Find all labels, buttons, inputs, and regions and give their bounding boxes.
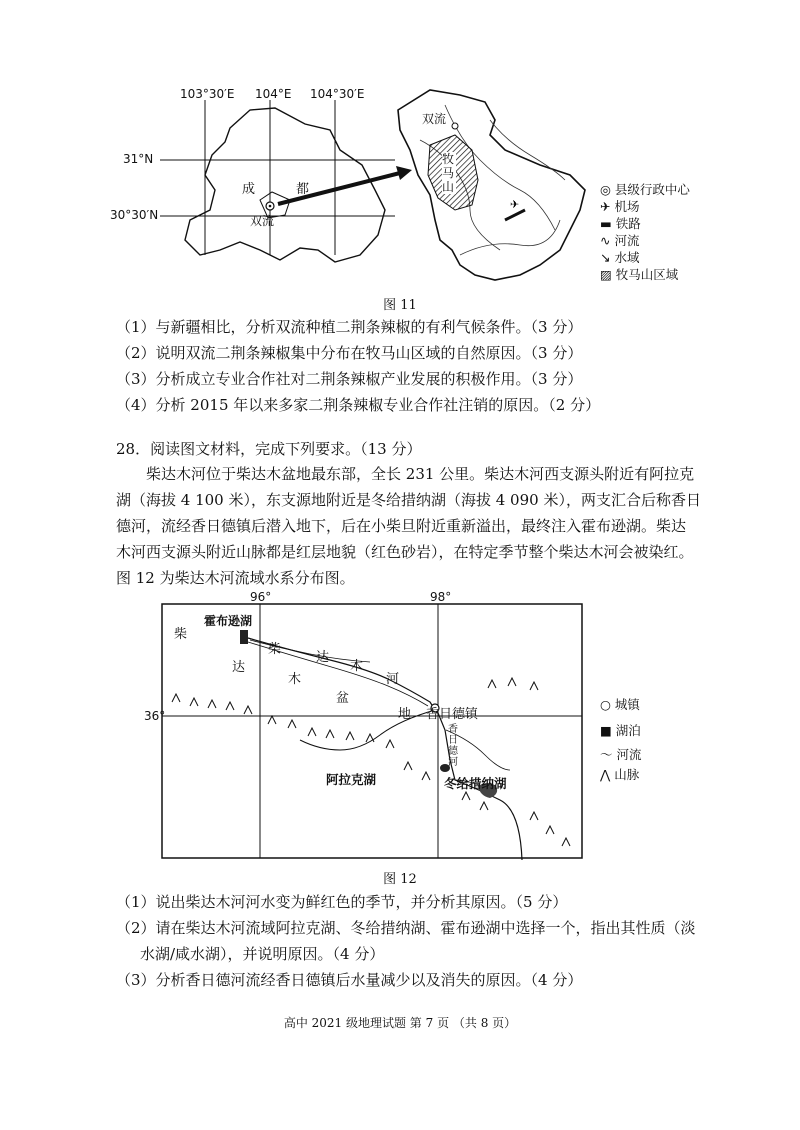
basin-label-pen: 盆 [336,691,350,706]
fig11-legend-item: ∿ 河流 [600,233,640,248]
fig12-lat-label-1: 36° [144,709,166,723]
fig12-lon-label-1: 96° [250,590,272,604]
figure-11 [100,80,710,300]
fig12-lon-label-2: 98° [430,590,452,604]
q28-heading: 28．阅读图文材料，完成下列要求。（13 分） [116,440,422,458]
river-label-mu: 木 [350,659,364,674]
xiangride-river-label: 香日德河 [448,724,458,768]
mumashan-label: 牧马山 [442,152,455,194]
airport-symbol: ✈ [510,198,520,211]
shuangliu-label-big: 双流 [422,112,447,126]
q28-paragraph-line: 柴达木河位于柴达木盆地最东部，全长 231 公里。柴达木河西支源头附近有阿拉克 [146,465,695,483]
huobuxun-label: 霍布逊湖 [204,614,253,628]
page-footer: 高中 2021 级地理试题 第 7 页 （共 8 页） [283,1016,517,1030]
lat-label-1: 31°N [123,152,154,166]
q27-item: （2）说明双流二荆条辣椒集中分布在牧马山区域的自然原因。（3 分） [116,344,583,362]
fig11-legend-item: ↘ 水域 [600,250,640,265]
fig12-legend-item: ○ 城镇 [600,697,640,712]
donggei-label: 冬给措纳湖 [444,776,507,791]
xiangride-town-label: 香日德镇 [426,707,479,722]
basin-label-mu: 木 [288,672,302,687]
fig12-caption: 图 12 [383,872,417,887]
fig11-legend-item: ✈ 机场 [600,199,640,214]
fig11-caption: 图 11 [383,298,417,313]
arrow-head [396,166,412,180]
fig11-legend-item: ▬ 铁路 [600,216,641,231]
q27-item: （1）与新疆相比，分析双流种植二荆条辣椒的有利气候条件。（3 分） [116,318,583,336]
figure-12 [144,590,690,870]
q28-item: （3）分析香日德河流经香日德镇后水量减少以及消失的原因。（4 分） [116,971,583,989]
fig11-legend-item: ◎ 县级行政中心 [600,182,690,197]
river-label-da: 达 [316,650,330,665]
q28-item-cont: 水湖/咸水湖），并说明原因。（4 分） [140,945,385,963]
basin-label-di: 地 [398,707,412,722]
mountain-symbols [172,678,570,846]
fig12-legend-item: 〜 河流 [600,747,642,762]
chengdu-label-1: 成 [242,182,256,197]
fig12-legend-item: ⋀ 山脉 [600,767,640,782]
q28-item: （1）说出柴达木河河水变为鲜红色的季节，并分析其原因。（5 分） [116,893,568,911]
lon-label-2: 104°E [255,87,292,101]
q27-item: （3）分析成立专业合作社对二荆条辣椒产业发展的积极作用。（3 分） [116,370,583,388]
q28-item: （2）请在柴达木河流域阿拉克湖、冬给措纳湖、霍布逊湖中选择一个，指出其性质（淡 [116,919,696,937]
q27-item: （4）分析 2015 年以来多家二荆条辣椒专业合作社注销的原因。（2 分） [116,396,601,414]
q28-paragraph-line: 木河西支源头附近山脉都是红层地貌（红色砂岩），在特定季节整个柴达木河会被染红。 [116,543,694,561]
q28-paragraph-line: 湖（海拔 4 100 米），东支源地附近是冬给措纳湖（海拔 4 090 米），两支汇合后称香日 [116,491,701,509]
q28-paragraph-line: 图 12 为柴达木河流域水系分布图。 [116,569,355,587]
fig11-legend-item: ▨ 牧马山区域 [600,267,679,282]
basin-label-chai: 柴 [174,627,188,642]
alake-label: 阿拉克湖 [326,772,377,787]
fig12-legend-item: ■ 湖泊 [600,723,641,738]
lat-label-2: 30°30′N [110,208,159,222]
q28-paragraph-line: 德河，流经香日德镇后潜入地下，后在小柴旦附近重新溢出，最终注入霍布逊湖。柴达 [116,517,687,535]
river-label-chai: 柴 [268,642,282,657]
river-label-he: 河 [386,672,400,687]
lon-label-1: 103°30′E [180,87,235,101]
chengdu-label-2: 都 [296,182,310,197]
huobuxun-lake [240,630,248,644]
shuangliu-label-small: 双流 [250,214,275,228]
basin-label-da: 达 [232,660,246,675]
lon-label-3: 104°30′E [310,87,365,101]
